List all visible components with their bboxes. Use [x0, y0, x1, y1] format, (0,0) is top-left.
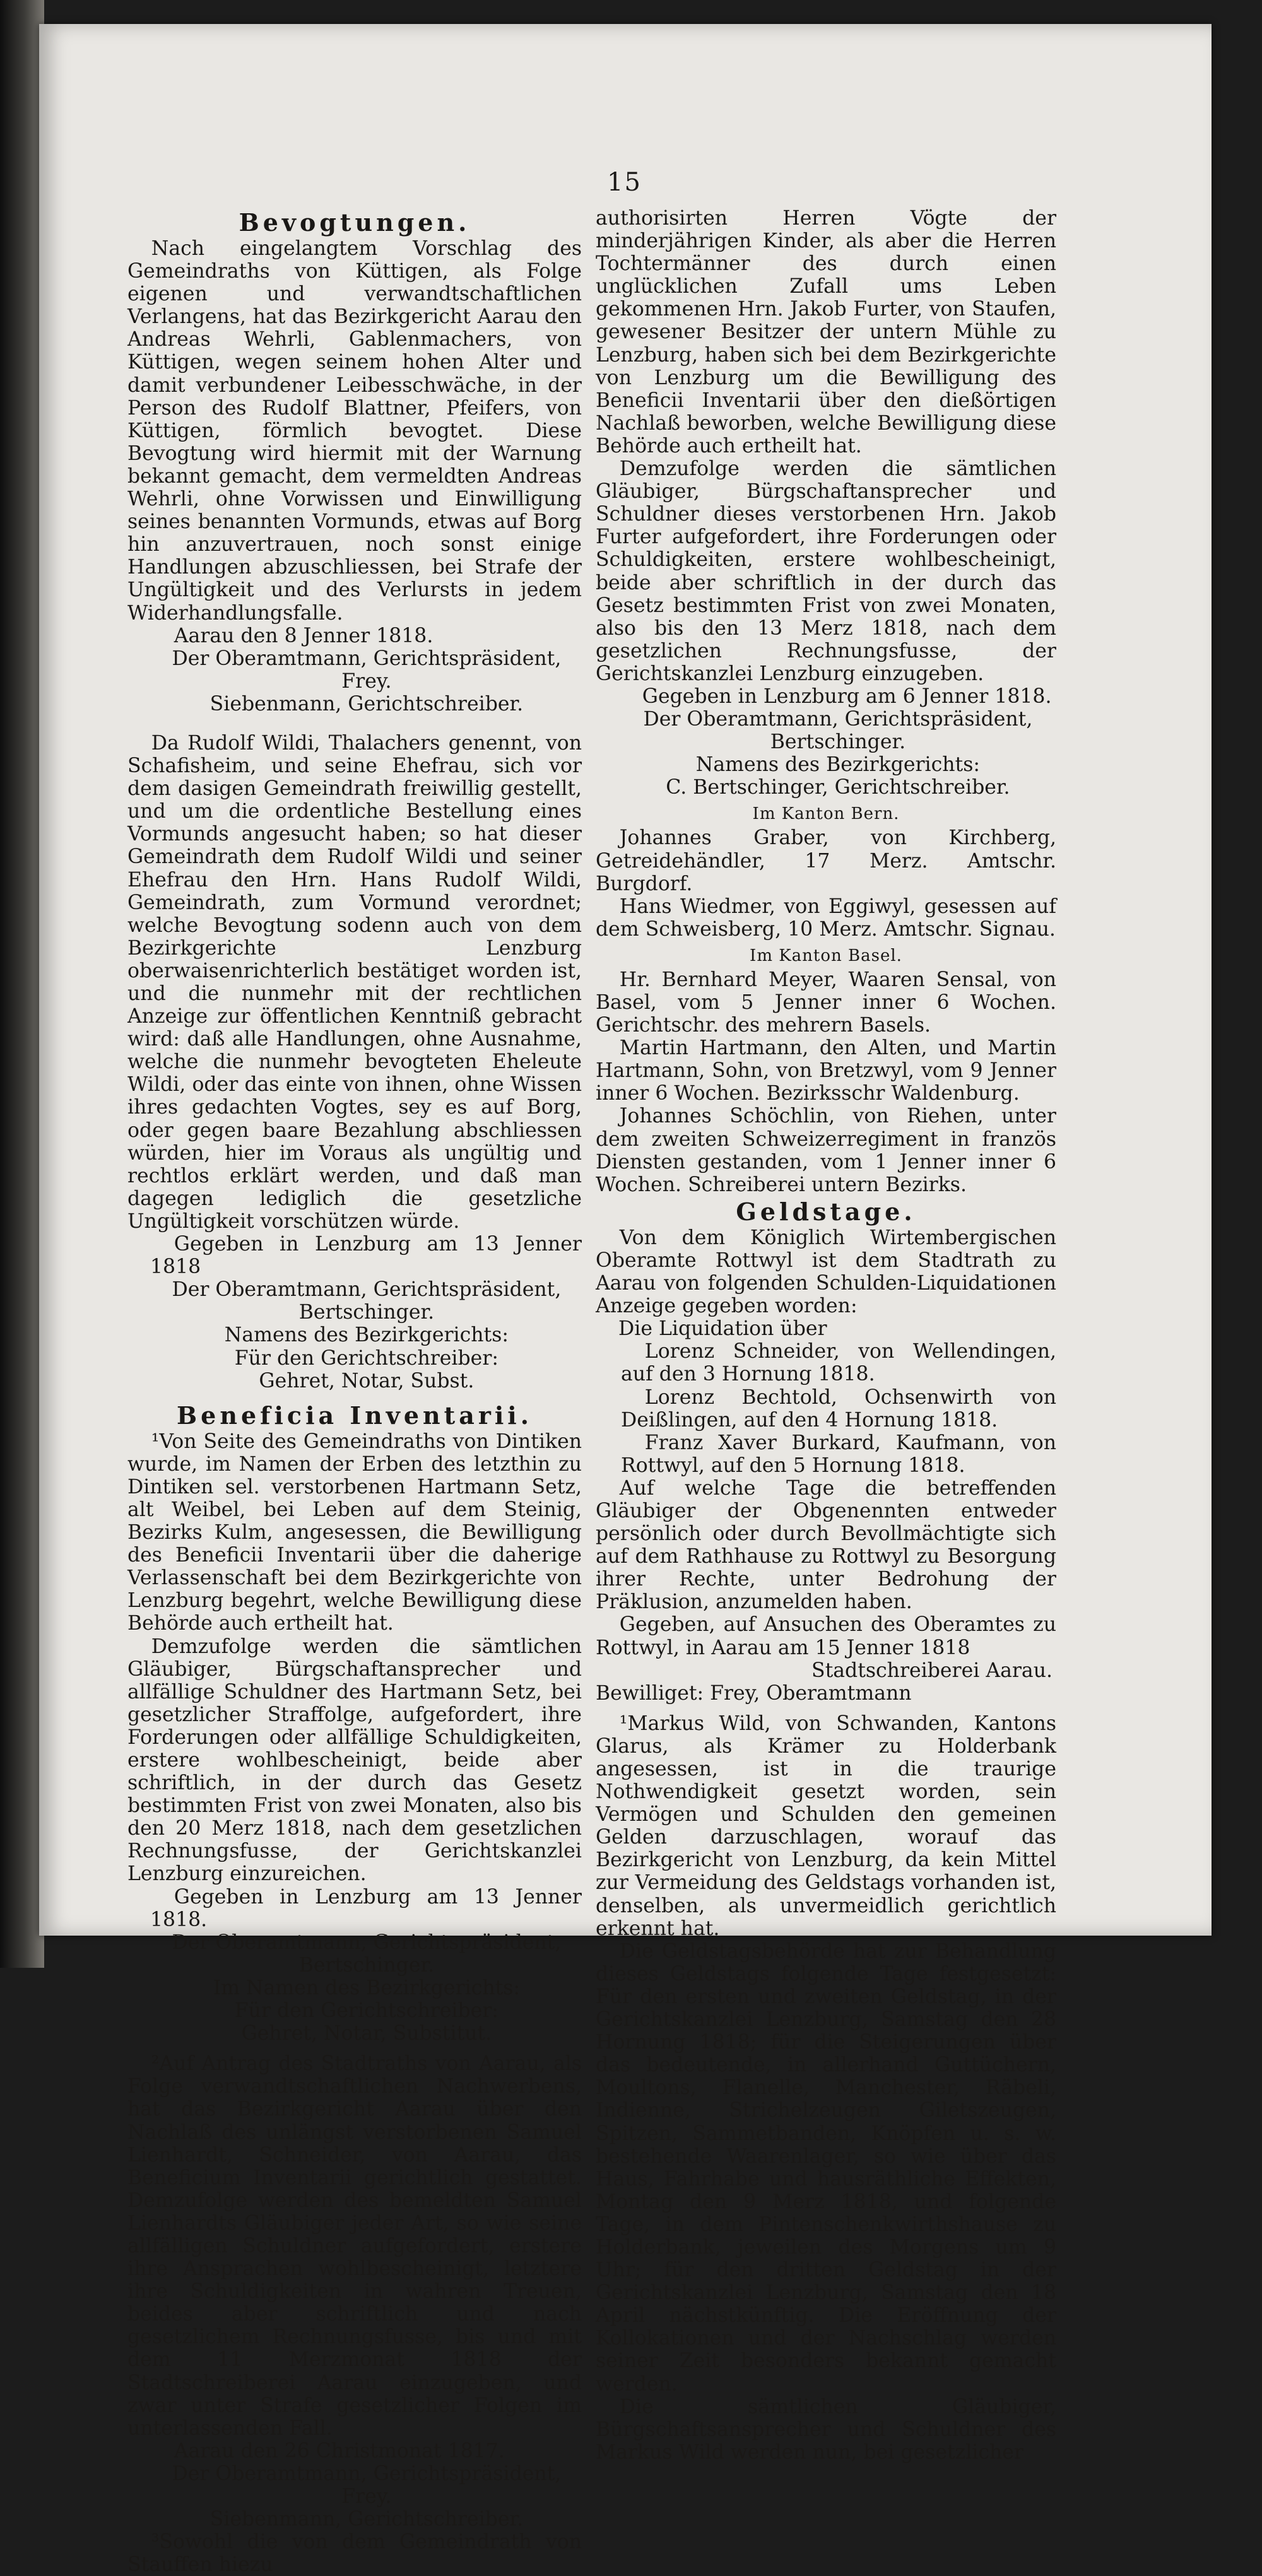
page-number: 15 [607, 168, 642, 197]
notice-date: Gegeben in Lenzburg am 6 Jenner 1818. [642, 685, 1052, 708]
signature-line: Namens des Bezirkgerichts: [695, 753, 980, 777]
list-item: Johannes Schöchlin, von Riehen, unter dem zweiten Schweizerregiment in französ Diensten gestanden, vom 1 Jenner inner 6 Wochen. Schreiberei untern Bezirks. [596, 1105, 1056, 1196]
notice-wehrli: Nach eingelangtem Vorschlag des Gemeindraths von Küttigen, als Folge eigenen und verwandtschaftlichen Verlangens, hat das Bezirkgericht Aarau den Andreas Wehrli, Gablenmachers, von Küttigen, wegen seinem hohen Alter und damit verbundener Leibesschwäche, in der Person des Rudolf Blattner, Pfeifers, von Küttigen, förmlich bevogtet. Diese Bevogtung wird hiermit mit der Warnung bekannt gemacht, dem vermeldten Andreas Wehrli, ohne Vorwissen und Einwilligung seines benannten Vormunds, etwas auf Borg hin anzuvertrauen, noch sonst einige Handlungen abzuschliessen, bei Strafe der Ungültigkeit und des Verlursts in jedem Widerhandlungsfalle. [127, 237, 582, 625]
heading-beneficia-inventarii: Beneficia Inventarii. [177, 1401, 533, 1430]
signature-line: Bertschinger. [770, 731, 906, 754]
liquidation-title: Die Liquidation über [618, 1317, 827, 1341]
list-item: Lorenz Bechtold, Ochsenwirth von Deißlingen, auf den 4 Hornung 1818. [621, 1385, 1056, 1432]
signature-line: Der Oberamtmann, Gerichtspräsident, [172, 1278, 562, 1302]
signature-line: Für den Gerichtschreiber: [234, 1346, 498, 1370]
notice-date: Gegeben in Lenzburg am 13 Jenner 1818 [150, 1233, 582, 1279]
signature-line: Gehret, Notar, Subst. [259, 1369, 475, 1392]
notice-rottwyl: Von dem Königlich Wirtembergischen Oberamte Rottwyl ist dem Stadtrath zu Aarau von folgenden Schulden-Liquidationen Anzeige gegeben worden: [596, 1226, 1056, 1318]
heading-geldstage: Geldstage. [736, 1197, 916, 1226]
signature-line: C. Bertschinger, Gerichtschreiber. [666, 776, 1010, 799]
signature-line: Der Oberamtmann, Gerichtspräsident, [172, 647, 562, 670]
signature-line: Stadtschreiberei Aarau. [811, 1659, 1053, 1682]
notice-wild-dates: Die Geldstagsbehörde hat zur Behandlung dieses Geldstags folgende Tage festgesetzt: Für den ersten und zweiten Geldstag, in der Gerichtskanzlei Lenzburg, Samstag den 28 Hornung 1818; für die Steigerungen über das bedeutende, in allerhand Guttüchern, Moultons, Flanelle, Manchester, Räbeli, Indienne, Strichelzeugen Giletszeugen, Spitzen, Sammetbanden, Knöpfen u. s. w. bestehende Waarenlager, so wie über das Haus, Fahrhabe und hausräthliche Effekten, Montag den 9 Merz 1818, und folgende Tage, in dem Pintenschenkwirthshause zu Holderbank, jeweilen des Morgens um 9 Uhr; für den dritten Geldstag in der Gerichtskanzlei Lenzburg, Samstag den 18 April nächstkünftig. Die Eröffnung der Kollokationen und der Nachschlag werden seiner Zeit besonders bekannt gemacht werden. [596, 1939, 1056, 2396]
signature-line: Siebenmann, Gerichtschreiber. [209, 2508, 524, 2531]
signature-line: Gehret, Notar, Substitut. [241, 2022, 492, 2045]
signature-line: Frey. [341, 2485, 392, 2508]
signature-line: Im Namen des Bezirkgerichts: [213, 1976, 521, 1999]
notice-date: Gegeben in Lenzburg am 13 Jenner 1818. [150, 1885, 582, 1931]
scan-binding-edge [0, 0, 44, 1968]
signature-line: Bertschinger. [298, 1301, 435, 1324]
list-item: Hr. Bernhard Meyer, Waaren Sensal, von Basel, vom 5 Jenner inner 6 Wochen. Gerichtschr. des mehrern Basels. [596, 968, 1056, 1037]
notice-date: Aarau den 26 Christmonat 1817. [174, 2439, 505, 2462]
notice-setz: ¹Von Seite des Gemeindraths von Dintiken wurde, im Namen der Erben des letzthin zu Dintiken sel. verstorbenen Hartmann Setz, alt Weibel, bei Leben auf dem Steinig, Bezirks Kulm, angesessen, die Bewilligung des Beneficii Inventarii über die daherige Verlassenschaft bei dem Bezirkgerichte von Lenzburg begehrt, welche Bewilligung diese Behörde auch ertheilt hat. [127, 1430, 582, 1635]
notice-wild: ¹Markus Wild, von Schwanden, Kantons Glarus, als Krämer zu Holderbank angesessen, ist in die traurige Nothwendigkeit gesetzt worden, sein Vermögen und Schulden den gemeinen Gelden darzuschlagen, worauf das Bezirkgericht von Lenzburg, da kein Mittel zur Vermeidung des Geldstags vorhanden ist, denselben, als unvermeidlich gerichtlich erkennt hat. [596, 1712, 1056, 1940]
list-item: Martin Hartmann, den Alten, und Martin Hartmann, Sohn, von Bretzwyl, vom 9 Jenner inner 6 Wochen. Bezirksschr Waldenburg. [596, 1037, 1056, 1105]
heading-bevogtungen: Bevogtungen. [239, 208, 471, 237]
right-column [596, 207, 1056, 2464]
signature-line: Bertschinger. [298, 1953, 435, 1977]
left-column [127, 207, 582, 2576]
list-item: Lorenz Schneider, von Wellendingen, auf den 3 Hornung 1818. [621, 1340, 1056, 1386]
list-item: Johannes Graber, von Kirchberg, Getreidehändler, 17 Merz. Amtschr. Burgdorf. [596, 826, 1056, 895]
signature-line: Für den Gerichtschreiber: [234, 1999, 498, 2023]
notice-lienhardt: ²Auf Antrag des Stadtraths von Aarau, als Folge verwandtschaftlichen Nachwerbens, hat das Bezirkgericht Aarau über den Nachlaß des unlängst verstorbenen Samuel Lienhardt, Schneider, von Aarau, das Beneficium Inventarii gerichtlich gestattet. Demzufolge werden des bemeldten Samuel Lienhardts Gläubiger jeder Art, so wie seine allfälligen Schuldner aufgefordert, ersterе ihre Ansprachen wohlbescheinigt, letztere ihre Schuldigkeiten in wahren Treuen, beides aber schriftlich und nach gesetzlichem Rechnungsfusse, bis und mit dem 11 Merzmonat 1818 der Stadtschreiberei Aarau einzugeben, und zwar unter Strafe gesetzlicher Folgen im unterlassenden Fall. [127, 2052, 582, 2440]
list-item: Franz Xaver Burkard, Kaufmann, von Rottwyl, auf den 5 Hornung 1818. [621, 1431, 1056, 1477]
subheading-kanton-basel: Im Kanton Basel. [750, 946, 902, 965]
signature-line: Der Oberamtmann, Gerichtspräsident, [643, 708, 1033, 731]
signature-line: Der Oberamtmann, Gerichtspräsident, [172, 2462, 562, 2485]
signature-line: Der Oberamtmann, Gerichtspräsident, [172, 1931, 562, 1954]
signature-line: Frey. [341, 669, 392, 693]
signature-line: Siebenmann, Gerichtschreiber. [209, 692, 524, 715]
notice-rottwyl-given: Gegeben, auf Ansuchen des Oberamtes zu Rottwyl, in Aarau am 15 Jenner 1818 [596, 1613, 1056, 1659]
notice-rottwyl-continued: Auf welche Tage die betreffenden Gläubiger der Obgenennten entweder persönlich oder durch Bevollmächtigte sich auf dem Rathhause zu Rottwyl zu Besorgung ihrer Rechte, unter Bedrohung der Präklusion, anzumelden haben. [596, 1476, 1056, 1614]
approval-line: Bewilliget: Frey, Oberamtmann [596, 1681, 912, 1705]
notice-furter-demands: Demzufolge werden die sämtlichen Gläubiger, Bürgschaftansprecher und Schuldner dieses verstorbenen Hrn. Jakob Furter aufgefordert, ihre Forderungen oder Schuldigkeiten, erstere wohlbescheinigt, beide aber schriftlich in der durch das Gesetz bestimmten Frist von zwei Monaten, also bis den 13 Merz 1818, nach dem gesetzlichen Rechnungsfusse, der Gerichtskanzlei Lenzburg einzugeben. [596, 457, 1056, 685]
notice-wild-creditors: Die sämtlichen Gläubiger, Bürgschaftsansprecher und Schuldner des Markus Wild werden nun, bei gesetzlicher [596, 2395, 1056, 2464]
list-item: Hans Wiedmer, von Eggiwyl, gesessen auf dem Schweisberg, 10 Merz. Amtschr. Signau. [596, 895, 1056, 941]
notice-furter-start: ³Sowohl die von dem Gemeindrath von Stauffen hiezu [127, 2531, 582, 2576]
notice-date: Aarau den 8 Jenner 1818. [174, 624, 433, 647]
notice-furter-continued: authorisirten Herren Vögte der minderjährigen Kinder, als aber die Herren Tochtermänner des durch einen unglücklichen Zufall ums Leben gekommenen Hrn. Jakob Furter, von Staufen, gewesener Besitzer der untern Mühle zu Lenzburg, haben sich bei dem Bezirkgerichte von Lenzburg um die Bewilligung des Beneficii Inventarii über den dießörtigen Nachlaß beworben, welche Bewilligung diese Behörde auch ertheilt hat. [596, 207, 1056, 457]
notice-wildi: Da Rudolf Wildi, Thalachers genennt, von Schafisheim, und seine Ehefrau, sich vor dem dasigen Gemeindrath freiwillig gestellt, und um die ordentliche Bestellung eines Vormunds angesucht haben; so hat dieser Gemeindrath dem Rudolf Wildi und seiner Ehefrau den Hrn. Hans Rudolf Wildi, Gemeindrath, zum Vormund verordnet; welche Bevogtung sodenn auch von dem Bezirkgerichte Lenzburg oberwaisenrichterlich bestätiget worden ist, und die nunmehr mit der rechtlichen Anzeige zur öffentlichen Kenntniß gebracht wird: daß alle Handlungen, ohne Ausnahme, welche die nunmehr bevogteten Eheleute Wildi, oder das einte von ihnen, ohne Wissen ihres gedachten Vogtes, sey es auf Borg, oder gegen baare Bezahlung abschliessen würden, hier im Voraus als ungültig und rechtlos erklärt werden, und daß man dagegen lediglich die gesetzliche Ungültigkeit vorschützen würde. [127, 731, 582, 1233]
notice-setz-continued: Demzufolge werden die sämtlichen Gläubiger, Bürgschaftansprecher und allfällige Schuldner des Hartmann Setz, bei gesetzlicher Straffolge, aufgefordert, ihre Forderungen oder allfällige Schuldigkeiten, erstere wohlbescheinigt, beide aber schriftlich, in der durch das Gesetz bestimmten Frist von zwei Monaten, also bis den 20 Merz 1818, nach dem gesetzlichen Rechnungsfusse, der Gerichtskanzlei Lenzburg einzureichen. [127, 1635, 582, 1886]
subheading-kanton-bern: Im Kanton Bern. [752, 804, 900, 824]
newspaper-page [39, 24, 1212, 2576]
signature-line: Namens des Bezirkgerichts: [224, 1324, 509, 1347]
